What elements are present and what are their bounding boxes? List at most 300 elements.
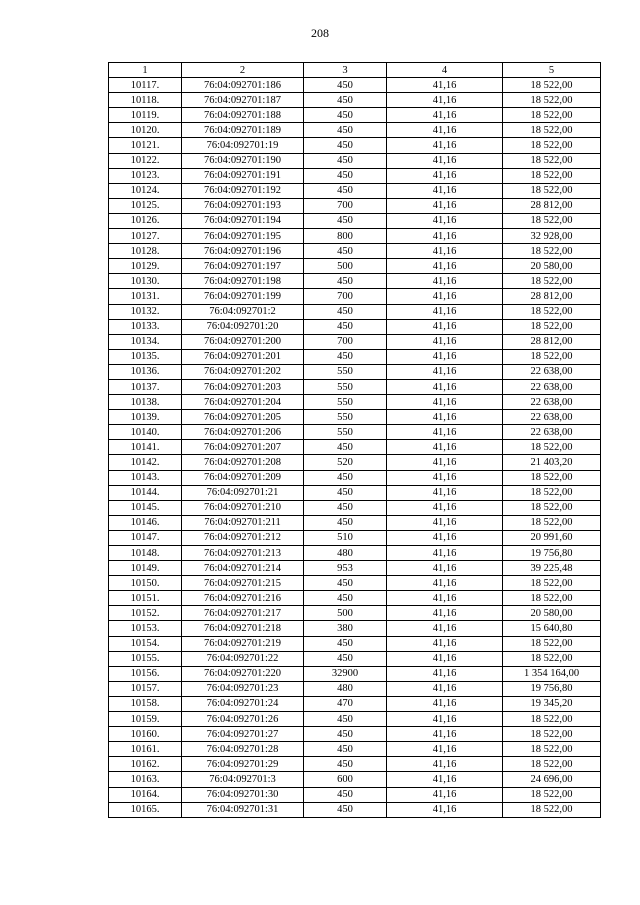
table-row [109, 636, 601, 651]
table-row [109, 108, 601, 123]
table-row [109, 757, 601, 772]
table-row [109, 364, 601, 379]
amount-cell: 18 522,00 [503, 742, 601, 757]
rate-cell: 41,16 [387, 93, 503, 108]
table-row [109, 183, 601, 198]
row-number-cell: 10121. [109, 138, 182, 153]
area-cell: 450 [304, 138, 387, 153]
cadastral-number-cell: 76:04:092701:190 [182, 153, 304, 168]
row-number-cell: 10150. [109, 576, 182, 591]
area-cell: 550 [304, 379, 387, 394]
cadastral-number-cell: 76:04:092701:195 [182, 229, 304, 244]
rate-cell: 41,16 [387, 379, 503, 394]
amount-cell: 22 638,00 [503, 410, 601, 425]
area-cell: 450 [304, 470, 387, 485]
rate-cell: 41,16 [387, 440, 503, 455]
table-row [109, 289, 601, 304]
area-cell: 480 [304, 546, 387, 561]
row-number-cell: 10138. [109, 395, 182, 410]
area-cell: 450 [304, 123, 387, 138]
row-number-cell: 10158. [109, 696, 182, 711]
table-row [109, 153, 601, 168]
amount-cell: 18 522,00 [503, 591, 601, 606]
area-cell: 700 [304, 334, 387, 349]
rate-cell: 41,16 [387, 183, 503, 198]
cadastral-number-cell: 76:04:092701:213 [182, 546, 304, 561]
row-number-cell: 10133. [109, 319, 182, 334]
amount-cell: 18 522,00 [503, 727, 601, 742]
cadastral-number-cell: 76:04:092701:205 [182, 410, 304, 425]
table-row [109, 666, 601, 681]
cadastral-number-cell: 76:04:092701:28 [182, 742, 304, 757]
area-cell: 700 [304, 289, 387, 304]
amount-cell: 15 640,80 [503, 621, 601, 636]
area-cell: 450 [304, 651, 387, 666]
rate-cell: 41,16 [387, 742, 503, 757]
amount-cell: 18 522,00 [503, 349, 601, 364]
area-cell: 450 [304, 78, 387, 93]
cadastral-number-cell: 76:04:092701:217 [182, 606, 304, 621]
area-cell: 550 [304, 425, 387, 440]
rate-cell: 41,16 [387, 772, 503, 787]
amount-cell: 19 756,80 [503, 546, 601, 561]
area-cell: 480 [304, 681, 387, 696]
area-cell: 450 [304, 485, 387, 500]
row-number-cell: 10128. [109, 244, 182, 259]
row-number-cell: 10155. [109, 651, 182, 666]
row-number-cell: 10127. [109, 229, 182, 244]
rate-cell: 41,16 [387, 410, 503, 425]
row-number-cell: 10137. [109, 379, 182, 394]
area-cell: 450 [304, 304, 387, 319]
cadastral-number-cell: 76:04:092701:29 [182, 757, 304, 772]
table-row [109, 229, 601, 244]
amount-cell: 18 522,00 [503, 802, 601, 817]
cadastral-number-cell: 76:04:092701:189 [182, 123, 304, 138]
table-row [109, 591, 601, 606]
row-number-cell: 10130. [109, 274, 182, 289]
area-cell: 450 [304, 183, 387, 198]
rate-cell: 41,16 [387, 636, 503, 651]
area-cell: 450 [304, 500, 387, 515]
table-row [109, 485, 601, 500]
area-cell: 450 [304, 576, 387, 591]
amount-cell: 20 991,60 [503, 530, 601, 545]
table-row [109, 500, 601, 515]
amount-cell: 22 638,00 [503, 425, 601, 440]
cadastral-number-cell: 76:04:092701:196 [182, 244, 304, 259]
area-cell: 380 [304, 621, 387, 636]
cadastral-number-cell: 76:04:092701:206 [182, 425, 304, 440]
table-body [109, 78, 601, 818]
column-header-1: 1 [109, 63, 182, 78]
row-number-cell: 10159. [109, 712, 182, 727]
row-number-cell: 10144. [109, 485, 182, 500]
table-row [109, 742, 601, 757]
cadastral-number-cell: 76:04:092701:211 [182, 515, 304, 530]
table-row [109, 93, 601, 108]
table-row [109, 772, 601, 787]
row-number-cell: 10140. [109, 425, 182, 440]
amount-cell: 21 403,20 [503, 455, 601, 470]
table-row [109, 561, 601, 576]
row-number-cell: 10164. [109, 787, 182, 802]
rate-cell: 41,16 [387, 138, 503, 153]
amount-cell: 18 522,00 [503, 576, 601, 591]
table-row [109, 334, 601, 349]
data-table [108, 62, 601, 818]
row-number-cell: 10125. [109, 198, 182, 213]
rate-cell: 41,16 [387, 515, 503, 530]
rate-cell: 41,16 [387, 274, 503, 289]
row-number-cell: 10136. [109, 364, 182, 379]
cadastral-number-cell: 76:04:092701:30 [182, 787, 304, 802]
amount-cell: 1 354 164,00 [503, 666, 601, 681]
table-row [109, 213, 601, 228]
area-cell: 450 [304, 108, 387, 123]
cadastral-number-cell: 76:04:092701:188 [182, 108, 304, 123]
area-cell: 500 [304, 606, 387, 621]
amount-cell: 28 812,00 [503, 334, 601, 349]
area-cell: 450 [304, 440, 387, 455]
table-row [109, 274, 601, 289]
rate-cell: 41,16 [387, 364, 503, 379]
rate-cell: 41,16 [387, 168, 503, 183]
rate-cell: 41,16 [387, 108, 503, 123]
row-number-cell: 10147. [109, 530, 182, 545]
amount-cell: 20 580,00 [503, 259, 601, 274]
area-cell: 953 [304, 561, 387, 576]
amount-cell: 18 522,00 [503, 108, 601, 123]
cadastral-number-cell: 76:04:092701:203 [182, 379, 304, 394]
table-row [109, 802, 601, 817]
amount-cell: 18 522,00 [503, 183, 601, 198]
rate-cell: 41,16 [387, 787, 503, 802]
amount-cell: 28 812,00 [503, 198, 601, 213]
row-number-cell: 10142. [109, 455, 182, 470]
amount-cell: 28 812,00 [503, 289, 601, 304]
rate-cell: 41,16 [387, 78, 503, 93]
area-cell: 450 [304, 319, 387, 334]
area-cell: 550 [304, 410, 387, 425]
rate-cell: 41,16 [387, 289, 503, 304]
rate-cell: 41,16 [387, 244, 503, 259]
row-number-cell: 10154. [109, 636, 182, 651]
area-cell: 32900 [304, 666, 387, 681]
row-number-cell: 10131. [109, 289, 182, 304]
amount-cell: 18 522,00 [503, 153, 601, 168]
cadastral-number-cell: 76:04:092701:3 [182, 772, 304, 787]
column-header-3: 3 [304, 63, 387, 78]
amount-cell: 18 522,00 [503, 213, 601, 228]
row-number-cell: 10134. [109, 334, 182, 349]
amount-cell: 18 522,00 [503, 712, 601, 727]
amount-cell: 18 522,00 [503, 757, 601, 772]
table-row [109, 606, 601, 621]
row-number-cell: 10141. [109, 440, 182, 455]
table-row [109, 410, 601, 425]
area-cell: 450 [304, 787, 387, 802]
area-cell: 450 [304, 802, 387, 817]
rate-cell: 41,16 [387, 198, 503, 213]
amount-cell: 18 522,00 [503, 319, 601, 334]
row-number-cell: 10122. [109, 153, 182, 168]
row-number-cell: 10163. [109, 772, 182, 787]
rate-cell: 41,16 [387, 712, 503, 727]
cadastral-number-cell: 76:04:092701:23 [182, 681, 304, 696]
row-number-cell: 10146. [109, 515, 182, 530]
row-number-cell: 10148. [109, 546, 182, 561]
table-row [109, 244, 601, 259]
table-row [109, 651, 601, 666]
area-cell: 520 [304, 455, 387, 470]
cadastral-number-cell: 76:04:092701:208 [182, 455, 304, 470]
table-row [109, 379, 601, 394]
rate-cell: 41,16 [387, 425, 503, 440]
table-row [109, 681, 601, 696]
cadastral-number-cell: 76:04:092701:22 [182, 651, 304, 666]
area-cell: 450 [304, 757, 387, 772]
table-row [109, 198, 601, 213]
table-row [109, 712, 601, 727]
rate-cell: 41,16 [387, 229, 503, 244]
area-cell: 500 [304, 259, 387, 274]
area-cell: 450 [304, 244, 387, 259]
area-cell: 450 [304, 153, 387, 168]
cadastral-number-cell: 76:04:092701:215 [182, 576, 304, 591]
rate-cell: 41,16 [387, 334, 503, 349]
column-header-5: 5 [503, 63, 601, 78]
row-number-cell: 10152. [109, 606, 182, 621]
header-row [109, 63, 601, 78]
area-cell: 800 [304, 229, 387, 244]
rate-cell: 41,16 [387, 757, 503, 772]
table-row [109, 138, 601, 153]
area-cell: 550 [304, 395, 387, 410]
cadastral-number-cell: 76:04:092701:209 [182, 470, 304, 485]
rate-cell: 41,16 [387, 319, 503, 334]
amount-cell: 18 522,00 [503, 138, 601, 153]
amount-cell: 24 696,00 [503, 772, 601, 787]
area-cell: 450 [304, 636, 387, 651]
column-header-4: 4 [387, 63, 503, 78]
amount-cell: 20 580,00 [503, 606, 601, 621]
cadastral-number-cell: 76:04:092701:202 [182, 364, 304, 379]
cadastral-number-cell: 76:04:092701:19 [182, 138, 304, 153]
row-number-cell: 10143. [109, 470, 182, 485]
cadastral-number-cell: 76:04:092701:186 [182, 78, 304, 93]
cadastral-number-cell: 76:04:092701:191 [182, 168, 304, 183]
row-number-cell: 10129. [109, 259, 182, 274]
cadastral-number-cell: 76:04:092701:200 [182, 334, 304, 349]
area-cell: 450 [304, 168, 387, 183]
area-cell: 450 [304, 213, 387, 228]
cadastral-number-cell: 76:04:092701:2 [182, 304, 304, 319]
rate-cell: 41,16 [387, 304, 503, 319]
cadastral-number-cell: 76:04:092701:20 [182, 319, 304, 334]
amount-cell: 19 345,20 [503, 696, 601, 711]
table-row [109, 78, 601, 93]
area-cell: 450 [304, 727, 387, 742]
table-row [109, 530, 601, 545]
amount-cell: 18 522,00 [503, 787, 601, 802]
amount-cell: 18 522,00 [503, 470, 601, 485]
row-number-cell: 10135. [109, 349, 182, 364]
table-row [109, 696, 601, 711]
rate-cell: 41,16 [387, 561, 503, 576]
table-row [109, 349, 601, 364]
table-row [109, 304, 601, 319]
rate-cell: 41,16 [387, 651, 503, 666]
cadastral-number-cell: 76:04:092701:31 [182, 802, 304, 817]
row-number-cell: 10165. [109, 802, 182, 817]
cadastral-number-cell: 76:04:092701:27 [182, 727, 304, 742]
row-number-cell: 10157. [109, 681, 182, 696]
cadastral-number-cell: 76:04:092701:219 [182, 636, 304, 651]
amount-cell: 22 638,00 [503, 395, 601, 410]
column-header-2: 2 [182, 63, 304, 78]
cadastral-number-cell: 76:04:092701:220 [182, 666, 304, 681]
rate-cell: 41,16 [387, 530, 503, 545]
table-row [109, 546, 601, 561]
table-row [109, 515, 601, 530]
rate-cell: 41,16 [387, 546, 503, 561]
area-cell: 550 [304, 364, 387, 379]
amount-cell: 18 522,00 [503, 651, 601, 666]
area-cell: 700 [304, 198, 387, 213]
cadastral-number-cell: 76:04:092701:197 [182, 259, 304, 274]
amount-cell: 39 225,48 [503, 561, 601, 576]
row-number-cell: 10153. [109, 621, 182, 636]
amount-cell: 18 522,00 [503, 515, 601, 530]
rate-cell: 41,16 [387, 727, 503, 742]
rate-cell: 41,16 [387, 696, 503, 711]
rate-cell: 41,16 [387, 259, 503, 274]
page-number: 208 [311, 26, 329, 40]
cadastral-number-cell: 76:04:092701:199 [182, 289, 304, 304]
cadastral-number-cell: 76:04:092701:210 [182, 500, 304, 515]
amount-cell: 32 928,00 [503, 229, 601, 244]
row-number-cell: 10123. [109, 168, 182, 183]
cadastral-number-cell: 76:04:092701:193 [182, 198, 304, 213]
table-header [109, 63, 601, 78]
rate-cell: 41,16 [387, 591, 503, 606]
area-cell: 470 [304, 696, 387, 711]
cadastral-number-cell: 76:04:092701:214 [182, 561, 304, 576]
cadastral-number-cell: 76:04:092701:207 [182, 440, 304, 455]
area-cell: 600 [304, 772, 387, 787]
cadastral-number-cell: 76:04:092701:198 [182, 274, 304, 289]
row-number-cell: 10139. [109, 410, 182, 425]
rate-cell: 41,16 [387, 500, 503, 515]
cadastral-number-cell: 76:04:092701:24 [182, 696, 304, 711]
table-row [109, 319, 601, 334]
row-number-cell: 10124. [109, 183, 182, 198]
table-row [109, 787, 601, 802]
row-number-cell: 10118. [109, 93, 182, 108]
rate-cell: 41,16 [387, 349, 503, 364]
table-row [109, 259, 601, 274]
amount-cell: 19 756,80 [503, 681, 601, 696]
rate-cell: 41,16 [387, 455, 503, 470]
row-number-cell: 10162. [109, 757, 182, 772]
cadastral-number-cell: 76:04:092701:21 [182, 485, 304, 500]
table-row [109, 470, 601, 485]
area-cell: 450 [304, 274, 387, 289]
rate-cell: 41,16 [387, 395, 503, 410]
table-row [109, 727, 601, 742]
table-row [109, 395, 601, 410]
cadastral-number-cell: 76:04:092701:194 [182, 213, 304, 228]
area-cell: 450 [304, 591, 387, 606]
table-row [109, 576, 601, 591]
amount-cell: 18 522,00 [503, 168, 601, 183]
table-row [109, 168, 601, 183]
amount-cell: 18 522,00 [503, 304, 601, 319]
cadastral-number-cell: 76:04:092701:187 [182, 93, 304, 108]
row-number-cell: 10160. [109, 727, 182, 742]
table-row [109, 425, 601, 440]
amount-cell: 22 638,00 [503, 379, 601, 394]
amount-cell: 18 522,00 [503, 485, 601, 500]
amount-cell: 18 522,00 [503, 500, 601, 515]
row-number-cell: 10161. [109, 742, 182, 757]
amount-cell: 18 522,00 [503, 93, 601, 108]
cadastral-number-cell: 76:04:092701:204 [182, 395, 304, 410]
row-number-cell: 10119. [109, 108, 182, 123]
cadastral-number-cell: 76:04:092701:212 [182, 530, 304, 545]
rate-cell: 41,16 [387, 802, 503, 817]
rate-cell: 41,16 [387, 153, 503, 168]
rate-cell: 41,16 [387, 485, 503, 500]
cadastral-number-cell: 76:04:092701:192 [182, 183, 304, 198]
amount-cell: 18 522,00 [503, 636, 601, 651]
row-number-cell: 10120. [109, 123, 182, 138]
table-row [109, 621, 601, 636]
area-cell: 450 [304, 349, 387, 364]
cadastral-number-cell: 76:04:092701:218 [182, 621, 304, 636]
rate-cell: 41,16 [387, 123, 503, 138]
rate-cell: 41,16 [387, 606, 503, 621]
cadastral-number-cell: 76:04:092701:216 [182, 591, 304, 606]
rate-cell: 41,16 [387, 576, 503, 591]
amount-cell: 22 638,00 [503, 364, 601, 379]
table-row [109, 455, 601, 470]
table-row [109, 440, 601, 455]
row-number-cell: 10151. [109, 591, 182, 606]
amount-cell: 18 522,00 [503, 274, 601, 289]
row-number-cell: 10117. [109, 78, 182, 93]
rate-cell: 41,16 [387, 666, 503, 681]
table-row [109, 123, 601, 138]
area-cell: 450 [304, 515, 387, 530]
amount-cell: 18 522,00 [503, 440, 601, 455]
cadastral-number-cell: 76:04:092701:26 [182, 712, 304, 727]
row-number-cell: 10145. [109, 500, 182, 515]
rate-cell: 41,16 [387, 681, 503, 696]
row-number-cell: 10156. [109, 666, 182, 681]
row-number-cell: 10132. [109, 304, 182, 319]
row-number-cell: 10126. [109, 213, 182, 228]
rate-cell: 41,16 [387, 470, 503, 485]
amount-cell: 18 522,00 [503, 123, 601, 138]
area-cell: 510 [304, 530, 387, 545]
area-cell: 450 [304, 712, 387, 727]
amount-cell: 18 522,00 [503, 244, 601, 259]
rate-cell: 41,16 [387, 213, 503, 228]
amount-cell: 18 522,00 [503, 78, 601, 93]
row-number-cell: 10149. [109, 561, 182, 576]
